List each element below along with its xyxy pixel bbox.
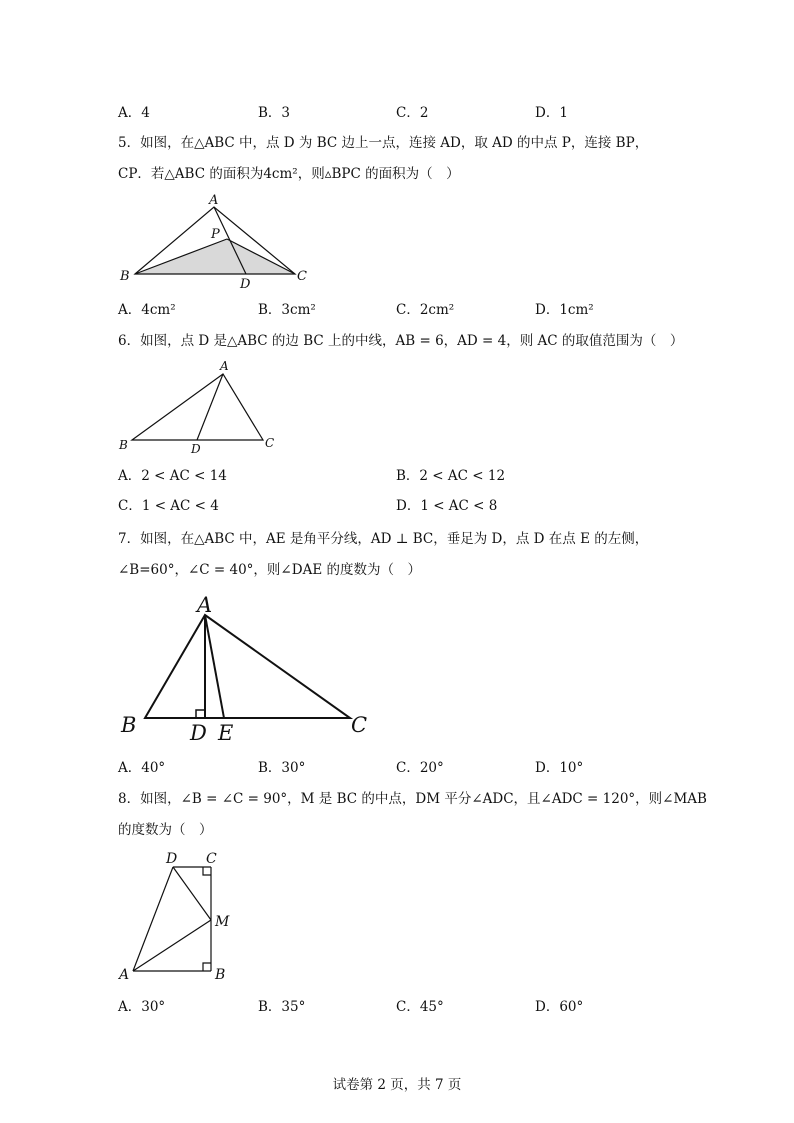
q5-option-c: C．2cm²: [396, 302, 455, 318]
q7-label-a: A: [197, 593, 213, 617]
q7-option-c: C．20°: [396, 760, 444, 776]
q8-label-c: C: [206, 851, 217, 867]
q7-option-a: A．40°: [118, 760, 166, 776]
q7-question-line2: ∠B=60°，∠C = 40°，则∠DAE 的度数为（ ）: [118, 562, 421, 578]
q4-option-a: A．4: [118, 105, 150, 121]
q4-option-d: D．1: [535, 105, 568, 121]
q7-figure: [115, 590, 375, 750]
q5-label-a: A: [209, 193, 219, 208]
q5-option-d: D．1cm²: [535, 302, 594, 318]
page-footer: 试卷第 2 页，共 7 页: [332, 1077, 462, 1093]
q6-option-d: D．1 < AC < 8: [396, 498, 498, 514]
q8-option-a: A．30°: [118, 999, 166, 1015]
q6-question-line1: 6．如图，点 D 是△ABC 的边 BC 上的中线，AB = 6，AD = 4，则 AC 的取值范围为（ ）: [118, 333, 684, 349]
q7-option-b: B．30°: [258, 760, 306, 776]
q7-option-d: D．10°: [535, 760, 584, 776]
q8-label-a: A: [119, 967, 130, 983]
q5-question-line2: CP．若△ABC 的面积为4cm²，则▵BPC 的面积为（ ）: [118, 166, 460, 182]
q6-label-d: D: [191, 442, 201, 456]
q5-option-a: A．4cm²: [118, 302, 176, 318]
q5-question-line1: 5．如图，在△ABC 中，点 D 为 BC 边上一点，连接 AD，取 AD 的中点 P，连接 BP，: [118, 135, 649, 151]
q5-label-p: P: [211, 227, 220, 242]
q5-option-b: B．3cm²: [258, 302, 316, 318]
q6-option-c: C．1 < AC < 4: [118, 498, 219, 514]
q8-option-d: D．60°: [535, 999, 584, 1015]
q8-option-c: C．45°: [396, 999, 444, 1015]
q8-figure: [115, 848, 255, 988]
q7-label-b: B: [121, 713, 137, 737]
q6-figure: [115, 357, 285, 457]
q6-option-b: B．2 < AC < 12: [396, 468, 506, 484]
q6-label-b: B: [119, 438, 128, 452]
q5-label-c: C: [297, 269, 307, 284]
q8-question-line1: 8．如图，∠B = ∠C = 90°，M 是 BC 的中点，DM 平分∠ADC，且∠ADC = 120°，则∠MAB: [118, 791, 707, 807]
q7-label-d: D: [190, 721, 207, 745]
q8-question-line2: 的度数为（ ）: [118, 822, 213, 838]
q6-option-a: A．2 < AC < 14: [118, 468, 227, 484]
q4-option-b: B．3: [258, 105, 291, 121]
q8-label-m: M: [215, 914, 230, 930]
q8-option-b: B．35°: [258, 999, 306, 1015]
q8-label-d: D: [166, 851, 178, 867]
q8-label-b: B: [215, 967, 226, 983]
q5-figure: [115, 190, 315, 290]
q5-label-d: D: [240, 277, 251, 292]
q7-label-e: E: [218, 721, 234, 745]
q6-label-a: A: [220, 359, 229, 373]
q7-question-line1: 7．如图，在△ABC 中，AE 是角平分线，AD ⊥ BC，垂足为 D，点 D 在点 E 的左侧，: [118, 531, 649, 547]
q6-label-c: C: [265, 436, 275, 450]
q5-label-b: B: [120, 269, 130, 284]
q4-option-c: C．2: [396, 105, 429, 121]
q7-label-c: C: [351, 713, 368, 737]
